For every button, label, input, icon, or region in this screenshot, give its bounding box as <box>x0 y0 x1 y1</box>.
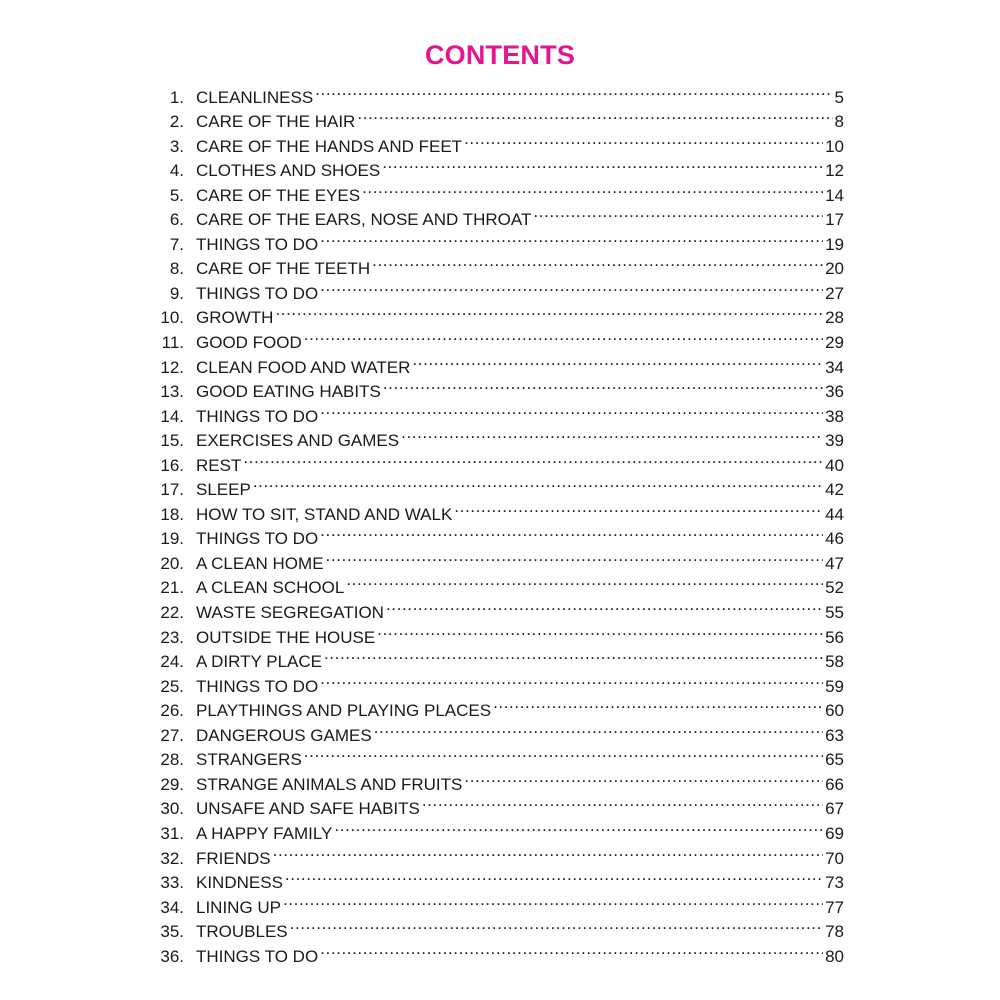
dot-leader <box>285 864 823 889</box>
toc-entry-title: THINGS TO DO <box>196 529 319 549</box>
toc-entry-number: 24. <box>160 652 184 672</box>
toc-entry-title: FRIENDS <box>196 848 271 868</box>
toc-entry-page-number: 29 <box>825 333 844 353</box>
toc-entry-page-number: 67 <box>825 799 844 819</box>
toc-entry-number: 32. <box>160 848 184 868</box>
dot-leader <box>320 667 823 692</box>
toc-entry-page-number: 42 <box>825 480 844 500</box>
dot-leader <box>315 78 832 103</box>
toc-entry-title: CARE OF THE EARS, NOSE AND THROAT <box>196 210 532 230</box>
toc-entry-title: STRANGE ANIMALS AND FRUITS <box>196 774 463 794</box>
toc-entry <box>148 495 844 524</box>
dot-leader <box>290 913 823 938</box>
toc-entry-number: 19. <box>160 529 184 549</box>
toc-entry-number: 10. <box>160 308 184 328</box>
dot-leader <box>324 643 823 668</box>
toc-entry-number: 8. <box>169 259 184 279</box>
dot-leader <box>533 201 823 226</box>
toc-entry-page-number: 66 <box>825 774 844 794</box>
toc-entry <box>148 446 844 475</box>
toc-entry-number: 18. <box>160 504 184 524</box>
toc-entry-title: THINGS TO DO <box>196 946 319 966</box>
dot-leader <box>273 839 823 864</box>
toc-entry-number: 17. <box>160 480 184 500</box>
toc-entry-page-number: 52 <box>825 578 844 598</box>
dot-leader <box>493 692 823 717</box>
toc-entry-number: 15. <box>160 431 184 451</box>
dot-leader <box>382 152 823 177</box>
toc-entry-page-number: 58 <box>825 652 844 672</box>
toc-entry-page-number: 20 <box>825 259 844 279</box>
toc-entry-title: CARE OF THE TEETH <box>196 259 371 279</box>
dot-leader <box>454 495 823 520</box>
toc-entry-page-number: 5 <box>834 87 844 107</box>
toc-entry-title: CARE OF THE HAIR <box>196 112 356 132</box>
dot-leader <box>283 888 823 913</box>
toc-entry-number: 34. <box>160 897 184 917</box>
toc-entry-title: GOOD EATING HABITS <box>196 382 381 402</box>
toc-entry-number: 29. <box>160 774 184 794</box>
toc-entry-number: 35. <box>160 922 184 942</box>
toc-entry-title: REST <box>196 455 242 475</box>
dot-leader <box>320 225 823 250</box>
toc-entry-number: 4. <box>169 161 184 181</box>
toc-entry-number: 31. <box>160 823 184 843</box>
dot-leader <box>320 274 823 299</box>
toc-entry-page-number: 47 <box>825 553 844 573</box>
toc-entry-number: 1. <box>169 87 184 107</box>
toc-entry-page-number: 80 <box>825 946 844 966</box>
dot-leader <box>422 790 823 815</box>
toc-entry-number: 21. <box>160 578 184 598</box>
toc-entry-number: 20. <box>160 553 184 573</box>
toc-entry-page-number: 55 <box>825 603 844 623</box>
dot-leader <box>275 299 823 324</box>
dot-leader <box>372 250 823 275</box>
toc-entry-title: DANGEROUS GAMES <box>196 725 372 745</box>
dot-leader <box>326 544 824 569</box>
toc-entry-number: 13. <box>160 382 184 402</box>
toc-entry-title: GOOD FOOD <box>196 333 302 353</box>
toc-entry-number: 25. <box>160 676 184 696</box>
toc-entry-title: A CLEAN SCHOOL <box>196 578 345 598</box>
toc-entry-number: 12. <box>160 357 184 377</box>
toc-entry-number: 36. <box>160 946 184 966</box>
toc-entry-number: 2. <box>169 112 184 132</box>
dot-leader <box>320 937 823 962</box>
toc-entry-page-number: 78 <box>825 922 844 942</box>
toc-entry-page-number: 65 <box>825 750 844 770</box>
toc-entry-page-number: 59 <box>825 676 844 696</box>
toc-entry-title: UNSAFE AND SAFE HABITS <box>196 799 420 819</box>
toc-entry-page-number: 17 <box>825 210 844 230</box>
toc-entry-page-number: 14 <box>825 185 844 205</box>
dot-leader <box>357 103 832 128</box>
dot-leader <box>320 520 823 545</box>
toc-entry-title: THINGS TO DO <box>196 283 319 303</box>
toc-entry-page-number: 44 <box>825 504 844 524</box>
toc-entry-page-number: 28 <box>825 308 844 328</box>
page-title: CONTENTS <box>424 40 576 70</box>
toc-entry-number: 9. <box>169 283 184 303</box>
dot-leader <box>374 716 823 741</box>
dot-leader <box>464 765 823 790</box>
toc-entry-title: SLEEP <box>196 480 251 500</box>
toc-entry-page-number: 77 <box>825 897 844 917</box>
toc-entry-number: 23. <box>160 627 184 647</box>
dot-leader <box>304 741 823 766</box>
dot-leader <box>464 127 823 152</box>
toc-entry-page-number: 19 <box>825 234 844 254</box>
toc-entry <box>148 78 844 107</box>
toc-entry-page-number: 69 <box>825 823 844 843</box>
toc-entry-title: CARE OF THE EYES <box>196 185 361 205</box>
toc-entry-title: TROUBLES <box>196 922 288 942</box>
toc-entry-title: CARE OF THE HANDS AND FEET <box>196 136 463 156</box>
toc-entry-page-number: 70 <box>825 848 844 868</box>
dot-leader <box>253 471 823 496</box>
toc-entry-page-number: 34 <box>825 357 844 377</box>
toc-entry-title: GROWTH <box>196 308 274 328</box>
toc-entry-page-number: 10 <box>825 136 844 156</box>
toc-entry-title: CLEAN FOOD AND WATER <box>196 357 411 377</box>
toc-entry <box>148 471 844 500</box>
toc-entry-title: A HAPPY FAMILY <box>196 823 333 843</box>
toc-entry-page-number: 12 <box>825 161 844 181</box>
dot-leader <box>362 176 823 201</box>
toc-entry-title: THINGS TO DO <box>196 676 319 696</box>
toc-entry-number: 5. <box>169 185 184 205</box>
toc-entry-page-number: 38 <box>825 406 844 426</box>
toc-entry-page-number: 73 <box>825 873 844 893</box>
toc-entry-title: A CLEAN HOME <box>196 553 324 573</box>
toc-entry-page-number: 27 <box>825 283 844 303</box>
toc-entry-number: 33. <box>160 873 184 893</box>
toc-entry-page-number: 46 <box>825 529 844 549</box>
toc-entry-title: A DIRTY PLACE <box>196 652 322 672</box>
toc-entry-title: CLOTHES AND SHOES <box>196 161 381 181</box>
dot-leader <box>334 814 823 839</box>
dot-leader <box>243 446 823 471</box>
toc-entry-number: 30. <box>160 799 184 819</box>
toc-entry-title: THINGS TO DO <box>196 234 319 254</box>
toc-entry-title: KINDNESS <box>196 873 283 893</box>
toc-entry-page-number: 36 <box>825 382 844 402</box>
toc-entry-title: PLAYTHINGS AND PLAYING PLACES <box>196 701 492 721</box>
toc-entry-page-number: 60 <box>825 701 844 721</box>
toc-entry-number: 14. <box>160 406 184 426</box>
dot-leader <box>386 593 823 618</box>
toc-entry-title: STRANGERS <box>196 750 302 770</box>
toc-entry-title: OUTSIDE THE HOUSE <box>196 627 376 647</box>
table-of-contents <box>148 78 844 966</box>
toc-entry-page-number: 40 <box>825 455 844 475</box>
toc-entry-number: 26. <box>160 701 184 721</box>
toc-entry-number: 22. <box>160 603 184 623</box>
toc-entry-number: 16. <box>160 455 184 475</box>
toc-entry-page-number: 63 <box>825 725 844 745</box>
toc-entry-title: LINING UP <box>196 897 282 917</box>
toc-entry-page-number: 39 <box>825 431 844 451</box>
toc-entry-number: 7. <box>169 234 184 254</box>
toc-entry-title: EXERCISES AND GAMES <box>196 431 400 451</box>
dot-leader <box>346 569 823 594</box>
toc-entry-page-number: 8 <box>834 112 844 132</box>
toc-entry-number: 3. <box>169 136 184 156</box>
toc-entry-title: WASTE SEGREGATION <box>196 603 384 623</box>
dot-leader <box>377 618 823 643</box>
toc-entry-title: HOW TO SIT, STAND AND WALK <box>196 504 453 524</box>
dot-leader <box>383 373 823 398</box>
toc-entry-number: 28. <box>160 750 184 770</box>
toc-entry-number: 6. <box>169 210 184 230</box>
toc-entry-title: THINGS TO DO <box>196 406 319 426</box>
toc-entry-title: CLEANLINESS <box>196 87 314 107</box>
toc-entry-page-number: 56 <box>825 627 844 647</box>
dot-leader <box>304 323 823 348</box>
toc-entry-number: 27. <box>160 725 184 745</box>
toc-entry-number: 11. <box>161 333 184 353</box>
dot-leader <box>401 422 823 447</box>
dot-leader <box>320 397 823 422</box>
dot-leader <box>412 348 823 373</box>
